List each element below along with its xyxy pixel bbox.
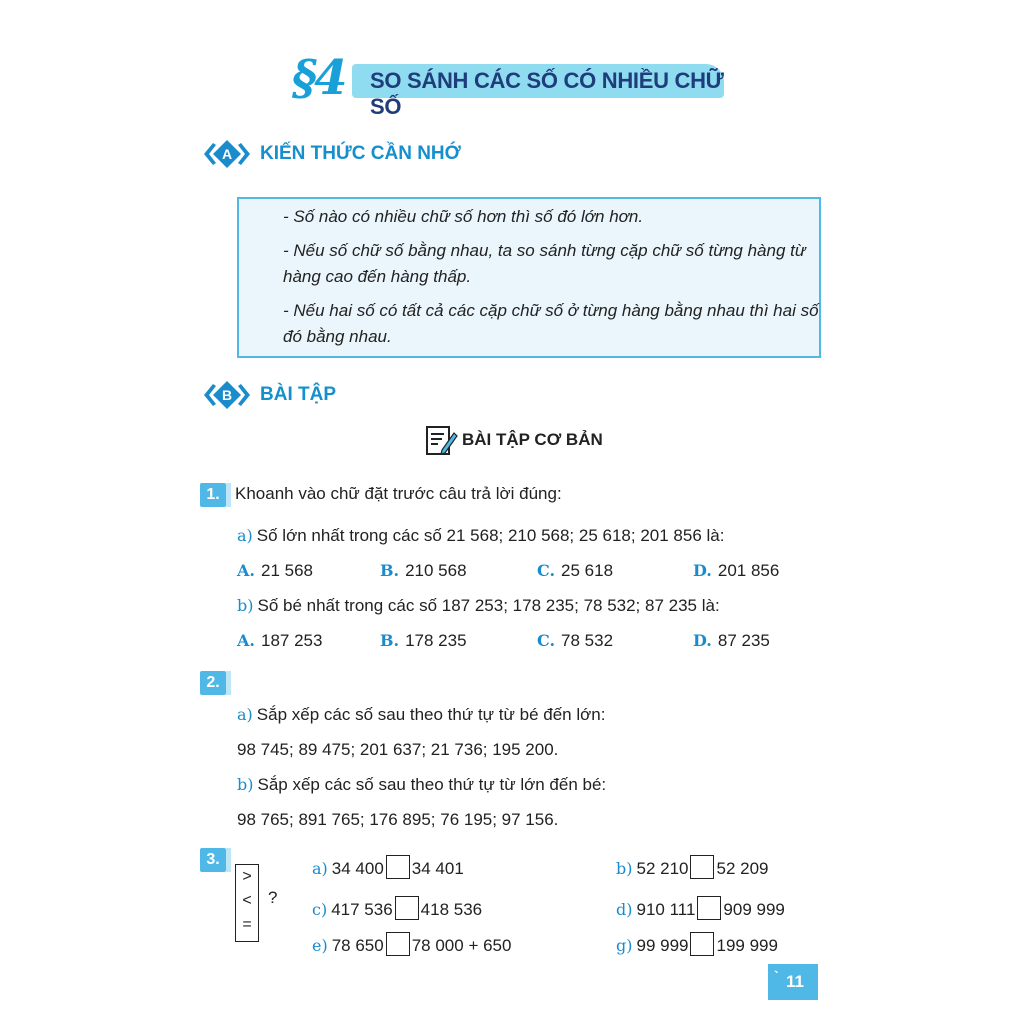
page-title: SO SÁNH CÁC SỐ CÓ NHIỀU CHỮ SỐ [370,68,724,119]
exercise-2-number: 2. [200,671,226,695]
option-value: 21 568 [260,561,313,580]
section-a-badge: A [221,146,233,162]
page-number-tab [768,964,818,1000]
option-1a-B[interactable] [380,561,467,581]
compare-item-b [616,855,768,879]
answer-box[interactable] [690,932,714,956]
section-a-header [202,139,502,169]
item-label: d) [616,900,633,919]
compare-item-a [312,855,464,879]
answer-box[interactable] [697,896,721,920]
left-number: 78 650 [331,936,384,955]
option-value: 78 532 [561,631,614,650]
option-1a-C[interactable] [537,561,613,581]
diamond-badge-icon [202,380,252,410]
left-number: 52 210 [636,859,689,878]
option-1a-D[interactable] [693,561,779,581]
right-number: 199 999 [716,936,778,955]
exercise-1-prompt: Khoanh vào chữ đặt trước câu trả lời đúng: [235,484,562,503]
option-1b-D[interactable] [693,631,770,651]
section-b-label: BÀI TẬP [260,384,336,405]
right-number: 418 536 [420,900,483,919]
key-knowledge-box [237,197,821,358]
exercise-1-number: 1. [200,483,226,507]
section-b-header [202,380,402,410]
compare-item-g [616,932,778,956]
exercise-1a-label: a) [237,526,253,545]
exercise-2a-text: Sắp xếp các số sau theo thứ tự từ bé đến lớn: [256,705,606,724]
option-value: 210 568 [405,561,467,580]
left-number: 910 111 [636,900,696,919]
item-label: a) [312,859,328,878]
practice-heading-label: BÀI TẬP CƠ BẢN [462,430,603,449]
notepad-pencil-icon [424,424,458,458]
exercise-1a [237,526,724,546]
compare-item-e [312,932,511,956]
note-line-5: đó bằng nhau. [283,327,392,346]
exercise-1a-text: Số lớn nhất trong các số 21 568; 210 568; 25 618; 201 856 là: [256,526,725,545]
right-number: 34 401 [411,859,464,878]
diamond-badge-icon [202,139,252,169]
page-number: 11 [786,972,804,991]
option-letter: D. [693,561,712,580]
option-1b-B[interactable] [380,631,467,651]
right-number: 909 999 [723,900,785,919]
question-mark: ? [268,888,278,907]
option-value: 201 856 [717,561,780,580]
equals-sign: = [242,916,252,933]
option-letter: D. [693,631,712,650]
answer-box[interactable] [690,855,714,879]
note-line-4: - Nếu hai số có tất cả các cặp chữ số ở từng hàng bằng nhau thì hai số [283,301,819,320]
section-symbol: §4 [292,50,345,106]
exercise-2b-label: b) [237,775,254,794]
exercise-1b [237,596,720,616]
note-line-2: - Nếu số chữ số bằng nhau, ta so sánh từng cặp chữ số từng hàng từ [283,241,806,260]
option-value: 87 235 [717,631,770,650]
answer-box[interactable] [386,932,410,956]
chapter-title-banner [292,50,728,119]
section-a-label: KIẾN THỨC CẦN NHỚ [260,143,461,164]
right-number: 78 000 + 650 [411,936,512,955]
left-number: 417 536 [331,900,393,919]
item-label: e) [312,936,328,955]
left-number: 34 400 [331,859,384,878]
option-letter: B. [380,561,400,580]
exercise-1b-text: Số bé nhất trong các số 187 253; 178 235; 78 532; 87 235 là: [257,596,720,615]
exercise-2a-label: a) [237,705,253,724]
tab-tick-icon: ` [774,968,779,984]
compare-item-d [616,896,785,920]
less-than-sign: < [242,892,252,909]
exercise-2b-text: Sắp xếp các số sau theo thứ tự từ lớn đến bé: [257,775,607,794]
option-1a-A[interactable] [237,561,313,581]
option-letter: C. [537,631,556,650]
right-number: 52 209 [716,859,769,878]
section-b-badge: B [221,387,233,403]
item-label: b) [616,859,633,878]
option-letter: C. [537,561,556,580]
exercise-2a-numbers: 98 745; 89 475; 201 637; 21 736; 195 200. [237,740,559,759]
compare-item-c [312,896,482,920]
left-number: 99 999 [636,936,689,955]
comparison-signs-box [235,864,259,942]
answer-box[interactable] [386,855,410,879]
exercise-2a [237,705,605,725]
note-line-1: - Số nào có nhiều chữ số hơn thì số đó lớn hơn. [283,207,644,226]
practice-heading [424,424,624,458]
option-letter: A. [237,561,255,580]
option-1b-C[interactable] [537,631,613,651]
item-label: c) [312,900,328,919]
option-letter: B. [380,631,400,650]
answer-box[interactable] [395,896,419,920]
option-value: 25 618 [561,561,614,580]
exercise-3-number: 3. [200,848,226,872]
exercise-2b [237,775,606,795]
option-1b-A[interactable] [237,631,322,651]
option-letter: A. [237,631,255,650]
exercise-2b-numbers: 98 765; 891 765; 176 895; 76 195; 97 156. [237,810,559,829]
option-value: 187 253 [260,631,323,650]
option-value: 178 235 [405,631,467,650]
note-line-3: hàng cao đến hàng thấp. [283,267,472,286]
item-label: g) [616,936,633,955]
greater-than-sign: > [242,868,252,885]
exercise-1b-label: b) [237,596,254,615]
